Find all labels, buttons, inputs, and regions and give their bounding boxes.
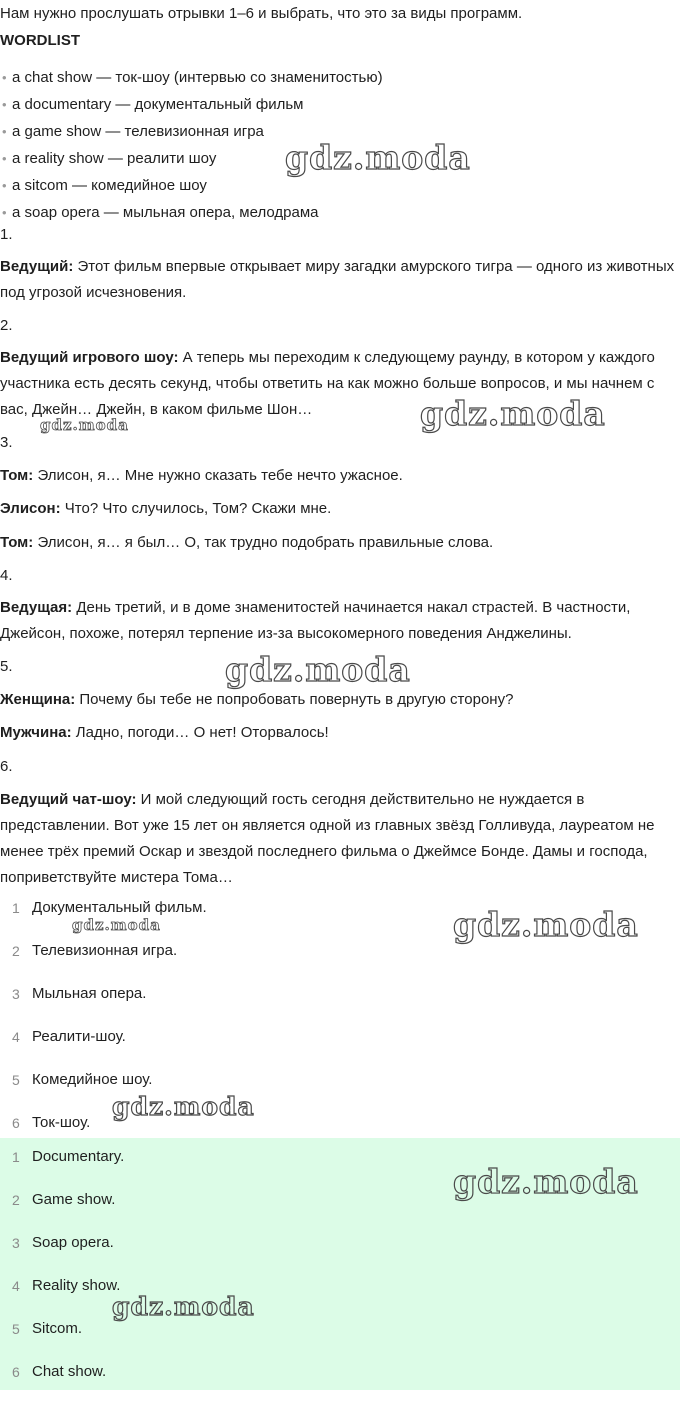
answer-row xyxy=(0,1273,680,1316)
wordlist xyxy=(0,64,383,226)
passage-number: 1. xyxy=(0,226,13,243)
answer-row xyxy=(0,938,680,981)
answer-text: Soap opera. xyxy=(32,1234,114,1251)
speaker-label: Ведущая: xyxy=(0,599,73,616)
wordlist-item: • a chat show — ток-шоу (интервью со знаменитостью) xyxy=(0,64,383,91)
answer-row xyxy=(0,1144,680,1187)
answer-number: 6 xyxy=(12,1364,20,1380)
answer-text: Documentary. xyxy=(32,1148,125,1165)
answer-number: 1 xyxy=(12,1149,20,1165)
answer-number: 3 xyxy=(12,986,20,1002)
bullet-icon: • xyxy=(2,205,7,220)
answer-number: 2 xyxy=(12,1192,20,1208)
answer-row xyxy=(0,895,680,938)
passage-text: День третий, и в доме знаменитостей начинается накал страстей. В частности, Джейсон, похоже, потерял терпение из-за высокомерного поведения Анджелины. xyxy=(0,599,631,642)
bullet-icon: • xyxy=(2,70,7,85)
wordlist-item: • a reality show — реалити шоу xyxy=(0,145,383,172)
passage-text: И мой следующий гость сегодня действительно не нуждается в представлении. Вот уже 15 лет он является одной из главных звёзд Голливуда, лауреатом не менее трёх премий Оскар и звездой последнего фильма о Джеймсе Бонде. Дамы и господа, поприветствуйте мистера Тома… xyxy=(0,791,655,886)
answer-row xyxy=(0,981,680,1024)
wordlist-item: • a game show — телевизионная игра xyxy=(0,118,383,145)
passage-1 xyxy=(0,254,680,306)
answer-text: Ток-шоу. xyxy=(32,1114,91,1131)
answer-text: Телевизионная игра. xyxy=(32,942,178,959)
answer-row xyxy=(0,1230,680,1273)
passage-text: Этот фильм впервые открывает миру загадки амурского тигра — одного из животных под угрозой исчезновения. xyxy=(0,258,675,301)
dialogue-line: Мужчина: Ладно, погоди… О нет! Оторвалось! xyxy=(0,724,329,741)
answer-text: Документальный фильм. xyxy=(32,899,207,916)
speaker-label: Женщина: xyxy=(0,691,76,708)
answer-row xyxy=(0,1024,680,1067)
answer-text: Reality show. xyxy=(32,1277,121,1294)
passage-number: 4. xyxy=(0,567,13,584)
passage-4 xyxy=(0,595,680,647)
answer-text: Sitcom. xyxy=(32,1320,83,1337)
watermark: gdz.moda xyxy=(285,138,471,177)
dialogue-line: Том: Элисон, я… я был… О, так трудно подобрать правильные слова. xyxy=(0,534,494,551)
dialogue-line: Том: Элисон, я… Мне нужно сказать тебе нечто ужасное. xyxy=(0,467,403,484)
answer-number: 4 xyxy=(12,1278,20,1294)
watermark: gdz.moda xyxy=(225,650,411,689)
speaker-label: Ведущий чат-шоу: xyxy=(0,791,137,808)
bullet-icon: • xyxy=(2,178,7,193)
watermark: gdz.moda xyxy=(40,416,129,434)
bullet-icon: • xyxy=(2,124,7,139)
dialogue-line: Женщина: Почему бы тебе не попробовать повернуть в другую сторону? xyxy=(0,691,514,708)
passage-2 xyxy=(0,345,680,423)
speaker-label: Мужчина: xyxy=(0,724,72,741)
speaker-label: Элисон: xyxy=(0,500,61,517)
answer-row xyxy=(0,1187,680,1230)
answer-number: 3 xyxy=(12,1235,20,1251)
answer-text: Комедийное шоу. xyxy=(32,1071,153,1088)
wordlist-item: • a documentary — документальный фильм xyxy=(0,91,383,118)
answers-ru xyxy=(0,895,680,1153)
wordlist-title: WORDLIST xyxy=(0,32,80,49)
passage-number: 2. xyxy=(0,317,13,334)
answer-number: 6 xyxy=(12,1115,20,1131)
passage-number: 3. xyxy=(0,434,13,451)
answer-number: 4 xyxy=(12,1029,20,1045)
answer-text: Chat show. xyxy=(32,1363,107,1380)
answer-row xyxy=(0,1067,680,1110)
answer-number: 2 xyxy=(12,943,20,959)
passage-text: А теперь мы переходим к следующему раунду, в котором у каждого участника есть десять секунд, чтобы ответить на как можно больше вопросов, и мы начнем с вас, Джейн… Джейн, в каком фильме Шон… xyxy=(0,349,655,418)
watermark: gdz.moda xyxy=(112,1092,255,1121)
watermark: gdz.moda xyxy=(420,394,606,433)
speaker-label: Том: xyxy=(0,467,34,484)
bullet-icon: • xyxy=(2,97,7,112)
watermark: gdz.moda xyxy=(453,905,639,944)
answer-text: Реалити-шоу. xyxy=(32,1028,126,1045)
wordlist-item: • a soap opera — мыльная опера, мелодрама xyxy=(0,199,383,226)
watermark: gdz.moda xyxy=(72,916,161,934)
answer-number: 1 xyxy=(12,900,20,916)
wordlist-item: • a sitcom — комедийное шоу xyxy=(0,172,383,199)
intro-text: Нам нужно прослушать отрывки 1–6 и выбрать, что это за виды программ. xyxy=(0,5,523,22)
speaker-label: Ведущий: xyxy=(0,258,74,275)
bullet-icon: • xyxy=(2,151,7,166)
passage-6 xyxy=(0,787,680,891)
answer-text: Game show. xyxy=(32,1191,116,1208)
passage-number: 5. xyxy=(0,658,13,675)
speaker-label: Ведущий игрового шоу: xyxy=(0,349,179,366)
answers-en xyxy=(0,1138,680,1390)
answer-row xyxy=(0,1359,680,1402)
answer-number: 5 xyxy=(12,1321,20,1337)
speaker-label: Том: xyxy=(0,534,34,551)
answer-row xyxy=(0,1316,680,1359)
dialogue-line: Элисон: Что? Что случилось, Том? Скажи мне. xyxy=(0,500,332,517)
answer-text: Мыльная опера. xyxy=(32,985,147,1002)
answer-number: 5 xyxy=(12,1072,20,1088)
passage-number: 6. xyxy=(0,758,13,775)
